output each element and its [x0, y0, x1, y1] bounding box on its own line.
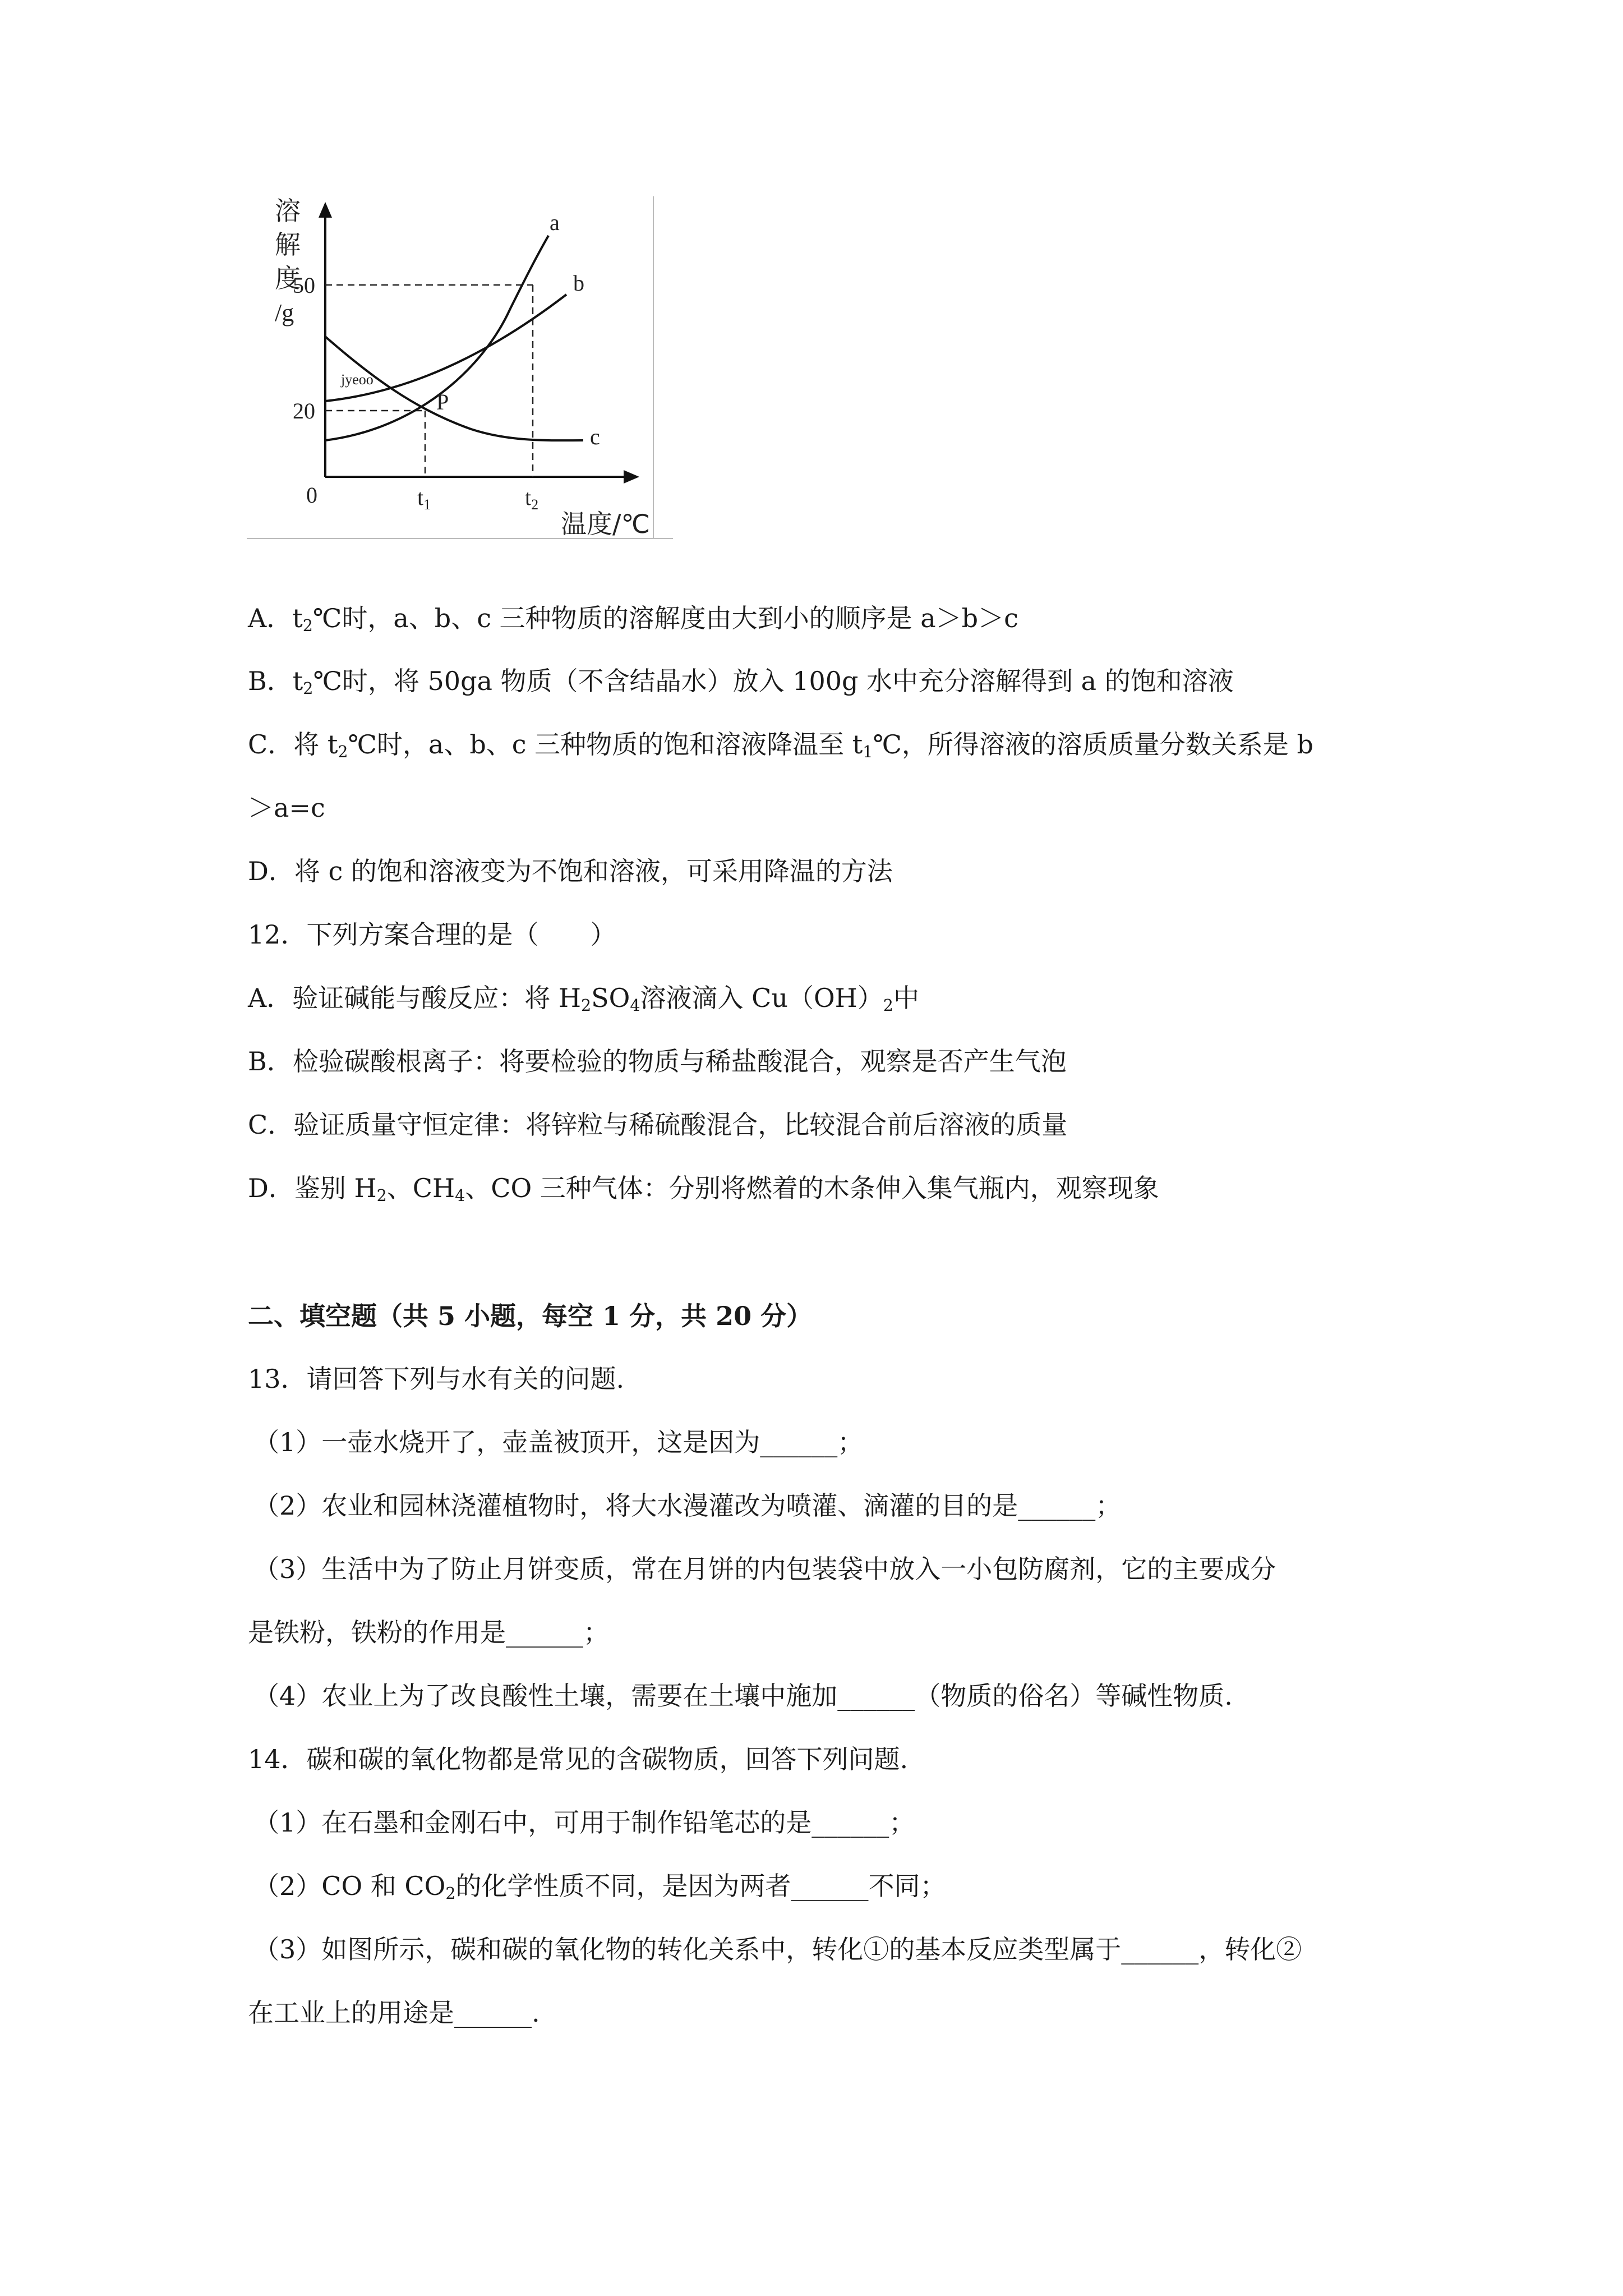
y-label-4: /g — [275, 299, 294, 326]
q13-part-2: （2）农业和园林浇灌植物时，将大水漫灌改为喷灌、滴灌的目的是______； — [253, 1490, 1122, 1521]
y-label-2: 解 — [275, 229, 301, 260]
solubility-graph — [247, 191, 673, 550]
q13-part-3-continued: 是铁粉，铁粉的作用是______； — [248, 1617, 609, 1648]
q14-part-1: （1）在石墨和金刚石中，可用于制作铅笔芯的是______； — [253, 1807, 915, 1838]
q12-option-b: B．检验碳酸根离子：将要检验的物质与稀盐酸混合，观察是否产生气泡 — [248, 1046, 1067, 1076]
q14-stem: 14．碳和碳的氧化物都是常见的含碳物质，回答下列问题. — [248, 1744, 909, 1774]
q14-part-2: （2）CO 和 $CO_2$的化学性质不同，是因为两者______不同； — [253, 1871, 946, 1903]
q11-option-b: B．$t_2℃$时，将 50ga 物质（不含结晶水）放入 100g 水中充分溶解得到 a 的饱和溶液 — [248, 666, 1234, 698]
x-tick-t2: $t_2$ — [525, 485, 539, 513]
y-label-1: 溶 — [275, 196, 301, 226]
q11-option-d: D．将 c 的饱和溶液变为不饱和溶液，可采用降温的方法 — [248, 856, 893, 886]
label-b: b — [573, 270, 584, 296]
q13-part-3: （3）生活中为了防止月饼变质，常在月饼的内包装袋中放入一小包防腐剂，它的主要成分 — [253, 1554, 1276, 1584]
origin-label: 0 — [306, 482, 317, 508]
q11-option-c-continued: ＞a=c — [248, 793, 325, 823]
q13-part-4: （4）农业上为了改良酸性土壤，需要在土壤中施加______（物质的俗名）等碱性物质. — [253, 1681, 1233, 1711]
q14-part-3: （3）如图所示，碳和碳的氧化物的转化关系中，转化①的基本反应类型属于______，转化② — [253, 1934, 1302, 1964]
x-tick-t1: $t_1$ — [417, 485, 431, 513]
y-axis-arrow — [319, 202, 332, 218]
y-tick-20: 20 — [293, 398, 315, 424]
label-p: P — [436, 389, 449, 415]
q12-option-d: D．鉴别 $H_2$、$CH_4$、CO 三种气体：分别将燃着的木条伸入集气瓶内，观察现象 — [248, 1173, 1159, 1205]
y-label-3: 度 — [275, 263, 301, 293]
x-axis-label: 温度/℃ — [561, 509, 651, 539]
y-tick-50: 50 — [293, 273, 315, 298]
q14-part-3-continued: 在工业上的用途是______. — [248, 1998, 540, 2028]
watermark: jyeoo — [341, 371, 374, 388]
q11-option-c: C．将 $t_2℃$时，a、b、c 三种物质的饱和溶液降温至 $t_1℃$，所得溶液的溶质质量分数关系是 b — [248, 729, 1313, 762]
q12-option-c: C．验证质量守恒定律：将锌粒与稀硫酸混合，比较混合前后溶液的质量 — [248, 1110, 1068, 1140]
label-a: a — [550, 210, 560, 235]
q12-stem: 12．下列方案合理的是（ ） — [248, 919, 616, 950]
q12-option-a: A．验证碱能与酸反应：将 $H_2SO_4$溶液滴入 $Cu(OH)_2$中 — [248, 983, 919, 1015]
label-c: c — [590, 424, 600, 449]
section-heading: 二、填空题（共 5 小题，每空 1 分，共 20 分） — [248, 1301, 813, 1331]
q11-option-a: A．$t_2℃$时，a、b、c 三种物质的溶解度由大到小的顺序是 a＞b＞c — [248, 603, 1018, 636]
q13-stem: 13．请回答下列与水有关的问题. — [248, 1364, 625, 1394]
q13-part-1: （1）一壶水烧开了，壶盖被顶开，这是因为______； — [253, 1427, 864, 1457]
x-axis-arrow — [624, 470, 639, 484]
solubility-curve-figure — [247, 191, 673, 550]
curve-c — [325, 337, 583, 440]
